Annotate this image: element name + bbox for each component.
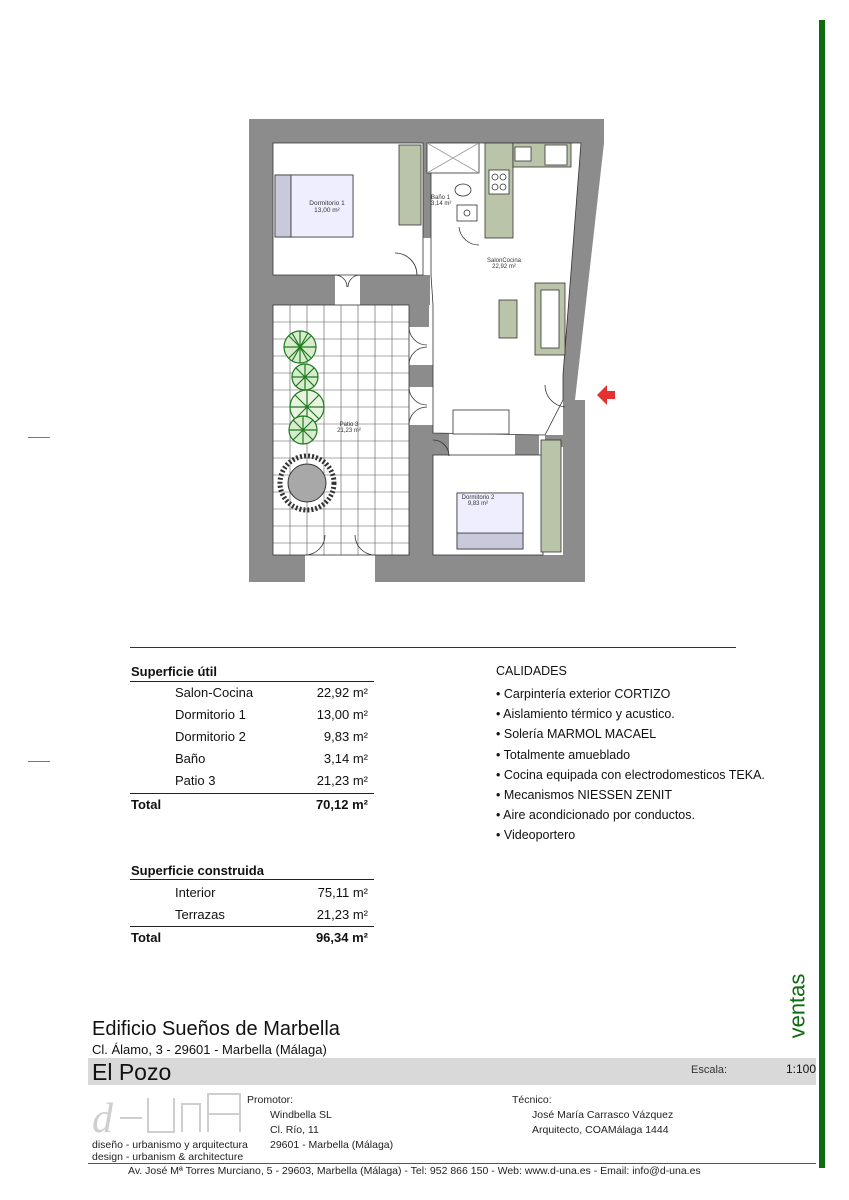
superficie-construida-title: Superficie construida [131,863,264,878]
section-divider [130,647,736,648]
scale-label: Escala: [691,1064,728,1076]
footer-rule [88,1163,816,1164]
ventas-label: ventas [784,973,810,1039]
table-row-label: Interior [175,885,216,900]
building-name: Edificio Sueños de Marbella [92,1018,340,1040]
total-label: Total [131,797,162,812]
calidades-list [496,684,765,846]
total-value: 70,12 m² [315,797,368,812]
table-row-value: 13,00 m² [316,707,368,722]
logo-tagline-en: design - urbanism & architecture [92,1151,244,1163]
logo-letter-d: d [92,1096,113,1136]
list-item: • Videoportero [496,825,765,845]
d-una-logo [90,1088,250,1136]
table-row-value: 22,92 m² [316,685,368,700]
promotor-line: 29601 - Marbella (Málaga) [270,1139,394,1151]
table-row-value: 75,11 m² [317,885,368,900]
total-separator [130,793,374,794]
list-item: • Aire acondicionado por conductos. [496,805,765,825]
table-row-value: 3,14 m² [323,751,368,766]
promotor-line: Cl. Río, 11 [270,1124,319,1136]
list-item: • Carpintería exterior CORTIZO [496,684,765,704]
table-row-label: Dormitorio 2 [175,729,246,744]
list-item: • Mecanismos NIESSEN ZENIT [496,785,765,805]
floor-plan [245,115,615,595]
footer-contact: Av. José Mª Torres Murciano, 5 - 29603, Marbella (Málaga) - Tel: 952 866 150 - Web: www.d-una.es - Email: info@d-una.es [128,1165,701,1177]
room-label-bano-1: Baño 1 3,14 m² [431,195,452,207]
list-item: • Cocina equipada con electrodomesticos TEKA. [496,765,765,785]
superficie-util-title: Superficie útil [131,664,217,679]
superficie-construida-underline [130,879,374,880]
total-value: 96,34 m² [315,930,368,945]
logo-tagline-es: diseño - urbanismo y arquitectura [92,1139,248,1151]
margin-tick [28,437,50,438]
table-row-value: 21,23 m² [316,907,368,922]
promotor-label: Promotor: [247,1094,294,1106]
list-item: • Aislamiento térmico y acustico. [496,704,765,724]
list-item: • Totalmente amueblado [496,745,765,765]
building-address: Cl. Álamo, 3 - 29601 - Marbella (Málaga) [92,1042,327,1057]
calidades-title: CALIDADES [496,664,567,678]
table-row-label: Baño [175,751,206,766]
room-label-patio-3: Patio 3 21,23 m² [337,422,361,434]
table-row-label: Salon-Cocina [175,685,254,700]
table-row-label: Dormitorio 1 [175,707,246,722]
room-label-dormitorio-2: Dormitorio 2 9,83 m² [461,495,495,507]
room-label-dormitorio-1: Dormitorio 1 13,00 m² [309,200,345,214]
total-label: Total [131,930,162,945]
room-label-salon-cocina: SalonCocina 22,92 m² [486,258,522,270]
table-row-label: Patio 3 [175,773,216,788]
table-row-label: Terrazas [175,907,225,922]
table-row-value: 9,83 m² [323,729,368,744]
table-row-value: 21,23 m² [316,773,368,788]
unit-name: El Pozo [92,1059,172,1085]
tecnico-line: José María Carrasco Vázquez [532,1109,674,1121]
tecnico-line: Arquitecto, COAMálaga 1444 [532,1124,669,1136]
tecnico-label: Técnico: [512,1094,552,1106]
total-separator [130,926,374,927]
promotor-line: Windbella SL [270,1109,332,1121]
superficie-util-underline [130,681,374,682]
list-item: • Solería MARMOL MACAEL [496,724,765,744]
scale-value: 1:100 [786,1062,817,1076]
margin-tick [28,761,50,762]
